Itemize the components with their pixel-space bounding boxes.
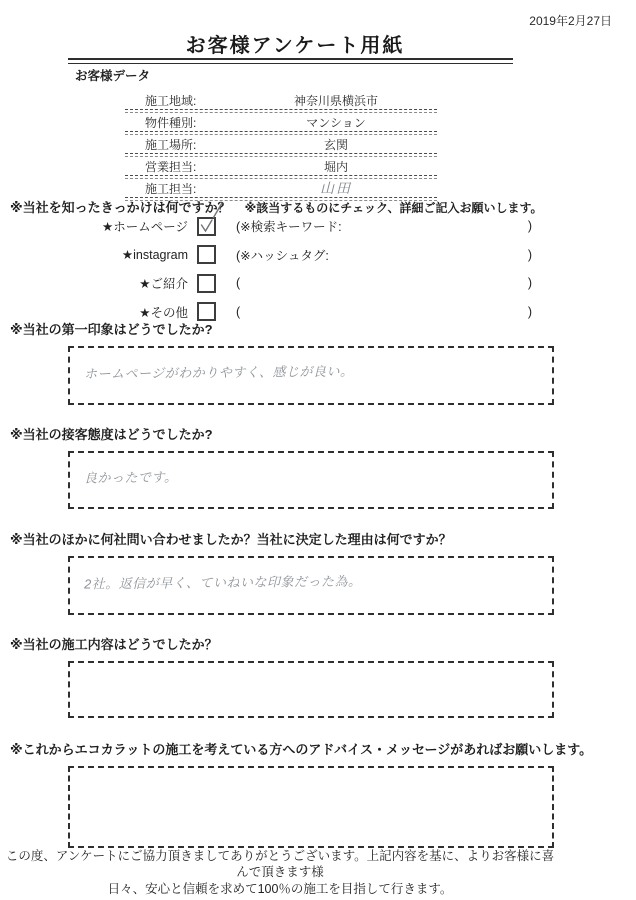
field-label: 施工場所: bbox=[145, 137, 197, 152]
checkbox bbox=[197, 274, 216, 293]
option-row-referral bbox=[60, 269, 532, 298]
field-value-handwritten: 山田 bbox=[320, 180, 352, 196]
option-detail-label: (※ハッシュタグ: bbox=[236, 248, 329, 263]
answer-box bbox=[68, 661, 554, 718]
option-detail-label: (※検索キーワード: bbox=[236, 220, 342, 235]
footer-line-1: この度、アンケートにご協力頂きましてありがとうございます。上記内容を基に、よりお客様に喜んで頂きます様 bbox=[5, 849, 555, 880]
field-value: 玄関 bbox=[323, 137, 348, 152]
field-label: 営業担当: bbox=[145, 159, 197, 174]
option-detail-label: ( bbox=[236, 304, 241, 319]
checkbox bbox=[197, 245, 216, 264]
thank-you-footer bbox=[0, 848, 560, 897]
field-label: 物件種別: bbox=[145, 115, 197, 130]
option-detail-label: ( bbox=[236, 276, 241, 291]
table-row bbox=[125, 92, 437, 108]
question-decision-reason bbox=[10, 529, 626, 615]
source-options-list bbox=[60, 212, 532, 326]
footer-line-2: 日々、安心と信頼を求めて100％の施工を目指して行きます。 bbox=[107, 881, 453, 896]
form-date: 2019年2月27日 bbox=[529, 14, 612, 28]
field-label: 施工担当: bbox=[145, 181, 197, 196]
question-text: ※これからエコカラットの施工を考えている方へのアドバイス・メッセージがあればお願いします。 bbox=[10, 742, 593, 757]
customer-data-heading: お客様データ bbox=[75, 69, 151, 83]
field-label: 施工地域: bbox=[145, 93, 197, 108]
table-row bbox=[125, 158, 437, 174]
option-label: ★ご紹介 bbox=[139, 277, 188, 292]
handwritten-answer: 良かったです。 bbox=[83, 469, 178, 486]
option-label: ★その他 bbox=[139, 305, 188, 320]
handwritten-checkmark-icon bbox=[199, 219, 214, 234]
question-text: ※当社のほかに何社問い合わせましたか？当社に決定した理由は何ですか？ bbox=[10, 532, 452, 547]
question-text: ※当社の施工内容はどうでしたか？ bbox=[10, 637, 218, 652]
title-double-underline bbox=[68, 58, 513, 64]
question-first-impression bbox=[10, 319, 626, 405]
option-close-paren: ) bbox=[527, 247, 532, 262]
option-row-instagram bbox=[60, 241, 532, 270]
question-construction-quality bbox=[10, 634, 626, 718]
option-close-paren: ) bbox=[527, 219, 532, 234]
answer-box bbox=[68, 451, 554, 509]
option-label: ★instagram bbox=[121, 248, 188, 263]
question-advice-message bbox=[10, 739, 626, 848]
answer-box bbox=[68, 346, 554, 405]
source-question-text: ※当社を知ったきっかけは何ですか？ bbox=[10, 200, 231, 215]
checkbox bbox=[197, 217, 216, 236]
option-close-paren: ) bbox=[527, 304, 532, 319]
question-text: ※当社の接客態度はどうでしたか? bbox=[10, 427, 213, 442]
row-divider bbox=[125, 109, 437, 113]
source-question-instruction: ※該当するものにチェック、詳細ご記入お願いします。 bbox=[244, 201, 543, 215]
option-row-homepage bbox=[60, 212, 532, 241]
answer-box bbox=[68, 766, 554, 848]
field-value: 神奈川県横浜市 bbox=[293, 93, 378, 108]
field-value: 堀内 bbox=[323, 159, 348, 174]
question-service-attitude bbox=[10, 424, 626, 509]
handwritten-answer: 2社。返信が早く、ていねいな印象だった為。 bbox=[83, 573, 362, 592]
option-label: ★ホームページ bbox=[102, 220, 188, 235]
option-close-paren: ) bbox=[527, 276, 532, 291]
form-title: お客様アンケート用紙 bbox=[185, 35, 405, 57]
table-row bbox=[125, 114, 437, 130]
row-divider bbox=[125, 131, 437, 135]
row-divider bbox=[125, 153, 437, 157]
handwritten-answer: ホームページがわかりやすく、感じが良い。 bbox=[83, 363, 354, 382]
answer-box bbox=[68, 556, 554, 615]
field-value: マンション bbox=[306, 115, 366, 130]
table-row bbox=[125, 136, 437, 152]
customer-data-table bbox=[125, 92, 437, 202]
table-row bbox=[125, 180, 437, 196]
question-text: ※当社の第一印象はどうでしたか? bbox=[10, 322, 213, 337]
